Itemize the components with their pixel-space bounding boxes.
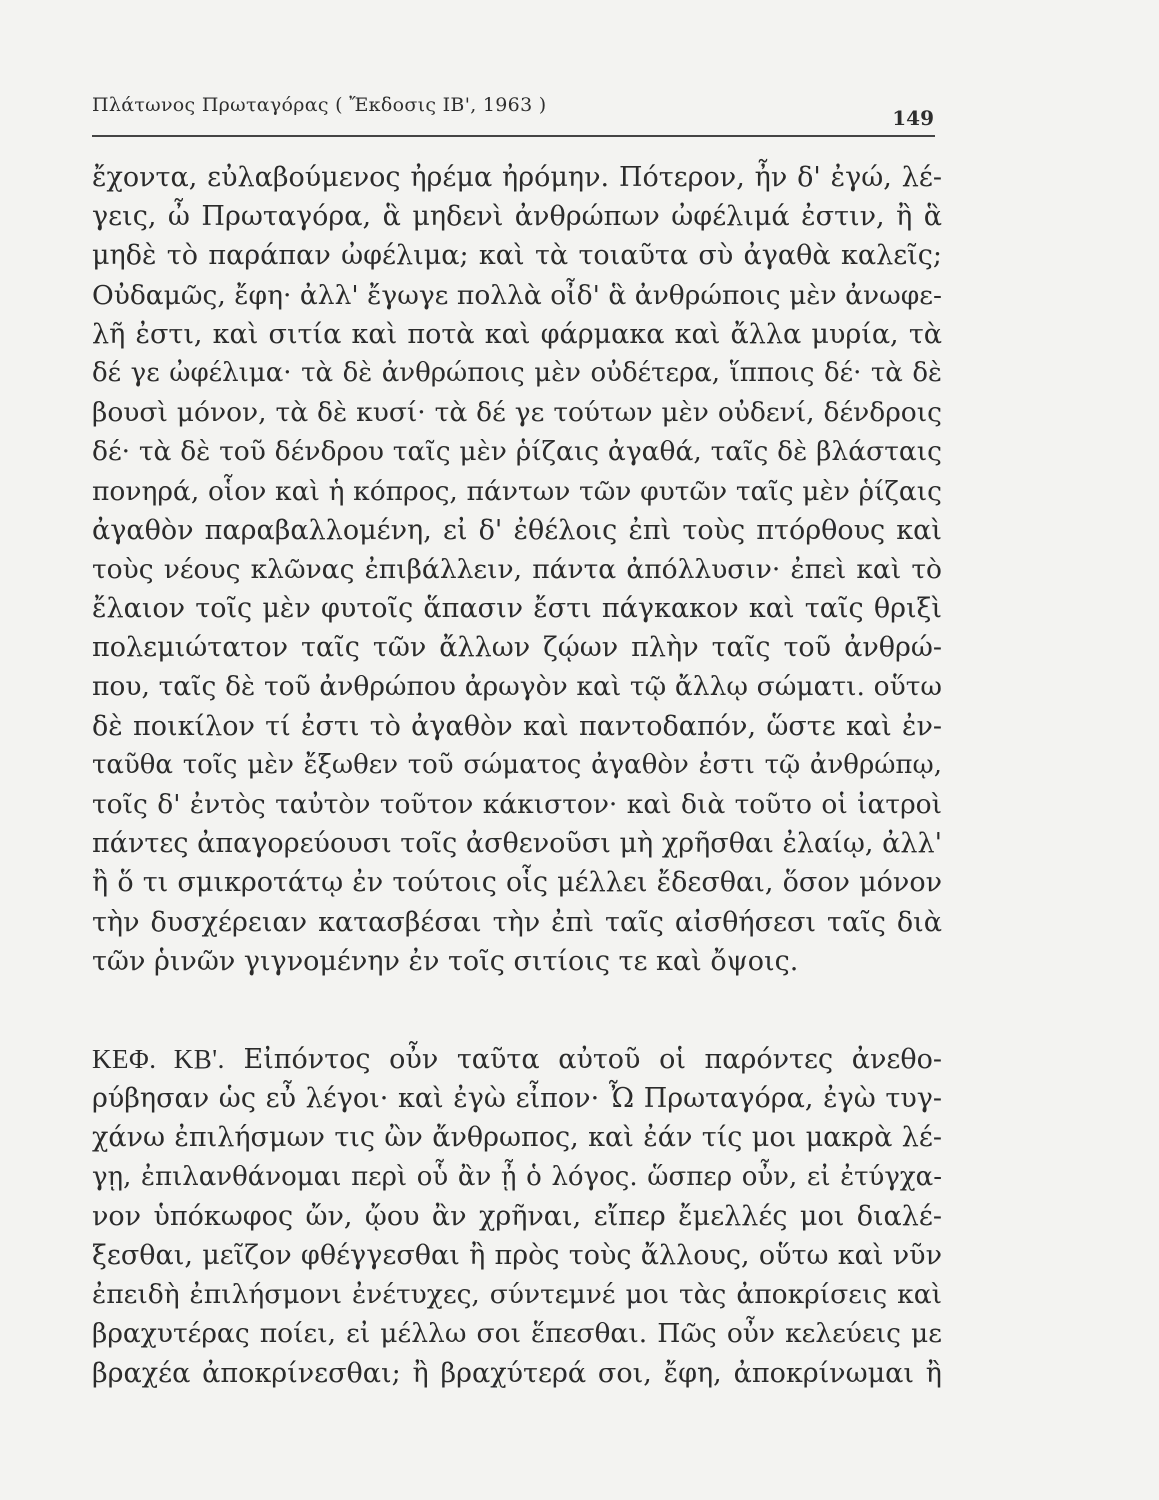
text-line: Οὐδαμῶς, ἔφη· ἀλλ' ἔγωγε πολλὰ οἶδ' ἃ ἀνθρώποις μὲν ἀνωφε- <box>92 279 942 311</box>
text-line: ρύβησαν ὡς εὖ λέγοι· καὶ ἐγὼ εἶπον· Ὦ Πρωταγόρα, ἐγὼ τυγ- <box>92 1083 942 1115</box>
paragraph-1 <box>92 158 942 981</box>
text-line: βραχυτέρας ποίει, εἰ μέλλω σοι ἕπεσθαι. Πῶς οὖν κελεύεις με <box>92 1318 942 1350</box>
header-title: Πλάτωνος Πρωταγόρας ( Ἔκδοσις ΙΒ', 1963 ) <box>92 94 547 116</box>
text-line: τῶν ῥινῶν γιγνομένην ἐν τοῖς σιτίοις τε καὶ ὄψοις. <box>92 945 799 977</box>
text-line: δέ γε ὠφέλιμα· τὰ δὲ ἀνθρώποις μὲν οὐδέτερα, ἵπποις δέ· τὰ δὲ <box>92 357 942 388</box>
text-line: λῆ ἐστι, καὶ σιτία καὶ ποτὰ καὶ φάρμακα καὶ ἄλλα μυρία, τὰ <box>92 318 942 350</box>
paragraph-2-opening: Εἰπόντος οὖν ταῦτα αὐτοῦ οἱ παρόντες ἀνεθο- <box>224 1044 942 1075</box>
text-line: ταῦθα τοῖς μὲν ἔξωθεν τοῦ σώματος ἀγαθὸν ἐστι τῷ ἀνθρώπῳ, <box>92 749 942 780</box>
text-line: πονηρά, οἷον καὶ ἡ κόπρος, πάντων τῶν φυτῶν ταῖς μὲν ῥίζαις <box>92 475 942 507</box>
paragraph-2 <box>92 1040 942 1393</box>
text-line: δέ· τὰ δὲ τοῦ δένδρου ταῖς μὲν ῥίζαις ἀγαθά, ταῖς δὲ βλάσταις <box>92 436 942 468</box>
text-line: τοῖς δ' ἐντὸς ταὐτὸν τοῦτον κάκιστον· καὶ διὰ τοῦτο οἱ ἰατροὶ <box>92 789 942 820</box>
text-line: ἢ ὅ τι σμικροτάτῳ ἐν τούτοις οἷς μέλλει ἔδεσθαι, ὅσον μόνον <box>92 867 942 899</box>
text-line: ἀγαθὸν παραβαλλομένη, εἰ δ' ἐθέλοις ἐπὶ τοὺς πτόρθους καὶ <box>92 514 942 546</box>
text-line: δὲ ποικίλον τί ἐστι τὸ ἀγαθὸν καὶ παντοδαπόν, ὥστε καὶ ἐν- <box>92 710 942 742</box>
chapter-label: ΚΕΦ. ΚΒ'. <box>92 1044 225 1074</box>
text-line: χάνω ἐπιλήσμων τις ὢν ἄνθρωπος, καὶ ἐάν τίς μοι μακρὰ λέ- <box>92 1122 942 1154</box>
text-line: ἔχοντα, εὐλαβούμενος ἠρέμα ἠρόμην. Πότερον, ἦν δ' ἐγώ, λέ- <box>92 162 942 193</box>
running-header <box>92 92 934 132</box>
text-line: γῃ, ἐπιλανθάνομαι περὶ οὗ ἂν ᾖ ὁ λόγος. ὥσπερ οὖν, εἰ ἐτύγχα- <box>92 1161 942 1192</box>
text-line: πολεμιώτατον ταῖς τῶν ἄλλων ζῴων πλὴν ταῖς τοῦ ἀνθρώ- <box>92 632 942 664</box>
text-line: ἔλαιον τοῖς μὲν φυτοῖς ἅπασιν ἔστι πάγκακον καὶ ταῖς θριξὶ <box>92 593 942 625</box>
text-line: τοὺς νέους κλῶνας ἐπιβάλλειν, πάντα ἀπόλλυσιν· ἐπεὶ καὶ τὸ <box>92 553 942 585</box>
text-line: πάντες ἀπαγορεύουσι τοῖς ἀσθενοῦσι μὴ χρῆσθαι ἐλαίῳ, ἀλλ' <box>92 828 942 860</box>
text-line: ἐπειδὴ ἐπιλήσμονι ἐνέτυχες, σύντεμνέ μοι τὰς ἀποκρίσεις καὶ <box>92 1279 942 1311</box>
text-line: μηδὲ τὸ παράπαν ὠφέλιμα; καὶ τὰ τοιαῦτα σὺ ἀγαθὰ καλεῖς; <box>92 240 942 272</box>
page-number: 149 <box>892 106 934 130</box>
text-line: νον ὑπόκωφος ὤν, ᾤου ἂν χρῆναι, εἴπερ ἔμελλές μοι διαλέ- <box>92 1200 942 1232</box>
header-rule <box>92 135 935 137</box>
text-line: βραχέα ἀποκρίνεσθαι; ἢ βραχύτερά σοι, ἔφη, ἀποκρίνωμαι ἢ <box>92 1357 942 1389</box>
text-line: που, ταῖς δὲ τοῦ ἀνθρώπου ἀρωγὸν καὶ τῷ ἄλλῳ σώματι. οὕτω <box>92 671 942 703</box>
text-line: γεις, ὦ Πρωταγόρα, ἃ μηδενὶ ἀνθρώπων ὠφέλιμά ἐστιν, ἢ ἃ <box>92 201 942 233</box>
text-line: ξεσθαι, μεῖζον φθέγγεσθαι ἢ πρὸς τοὺς ἄλλους, οὕτω καὶ νῦν <box>92 1239 942 1271</box>
text-line: βουσὶ μόνον, τὰ δὲ κυσί· τὰ δέ γε τούτων μὲν οὐδενί, δένδροις <box>92 397 942 429</box>
text-line: τὴν δυσχέρειαν κατασβέσαι τὴν ἐπὶ ταῖς αἰσθήσεσι ταῖς διὰ <box>92 906 942 938</box>
text-line-first <box>92 1040 942 1079</box>
